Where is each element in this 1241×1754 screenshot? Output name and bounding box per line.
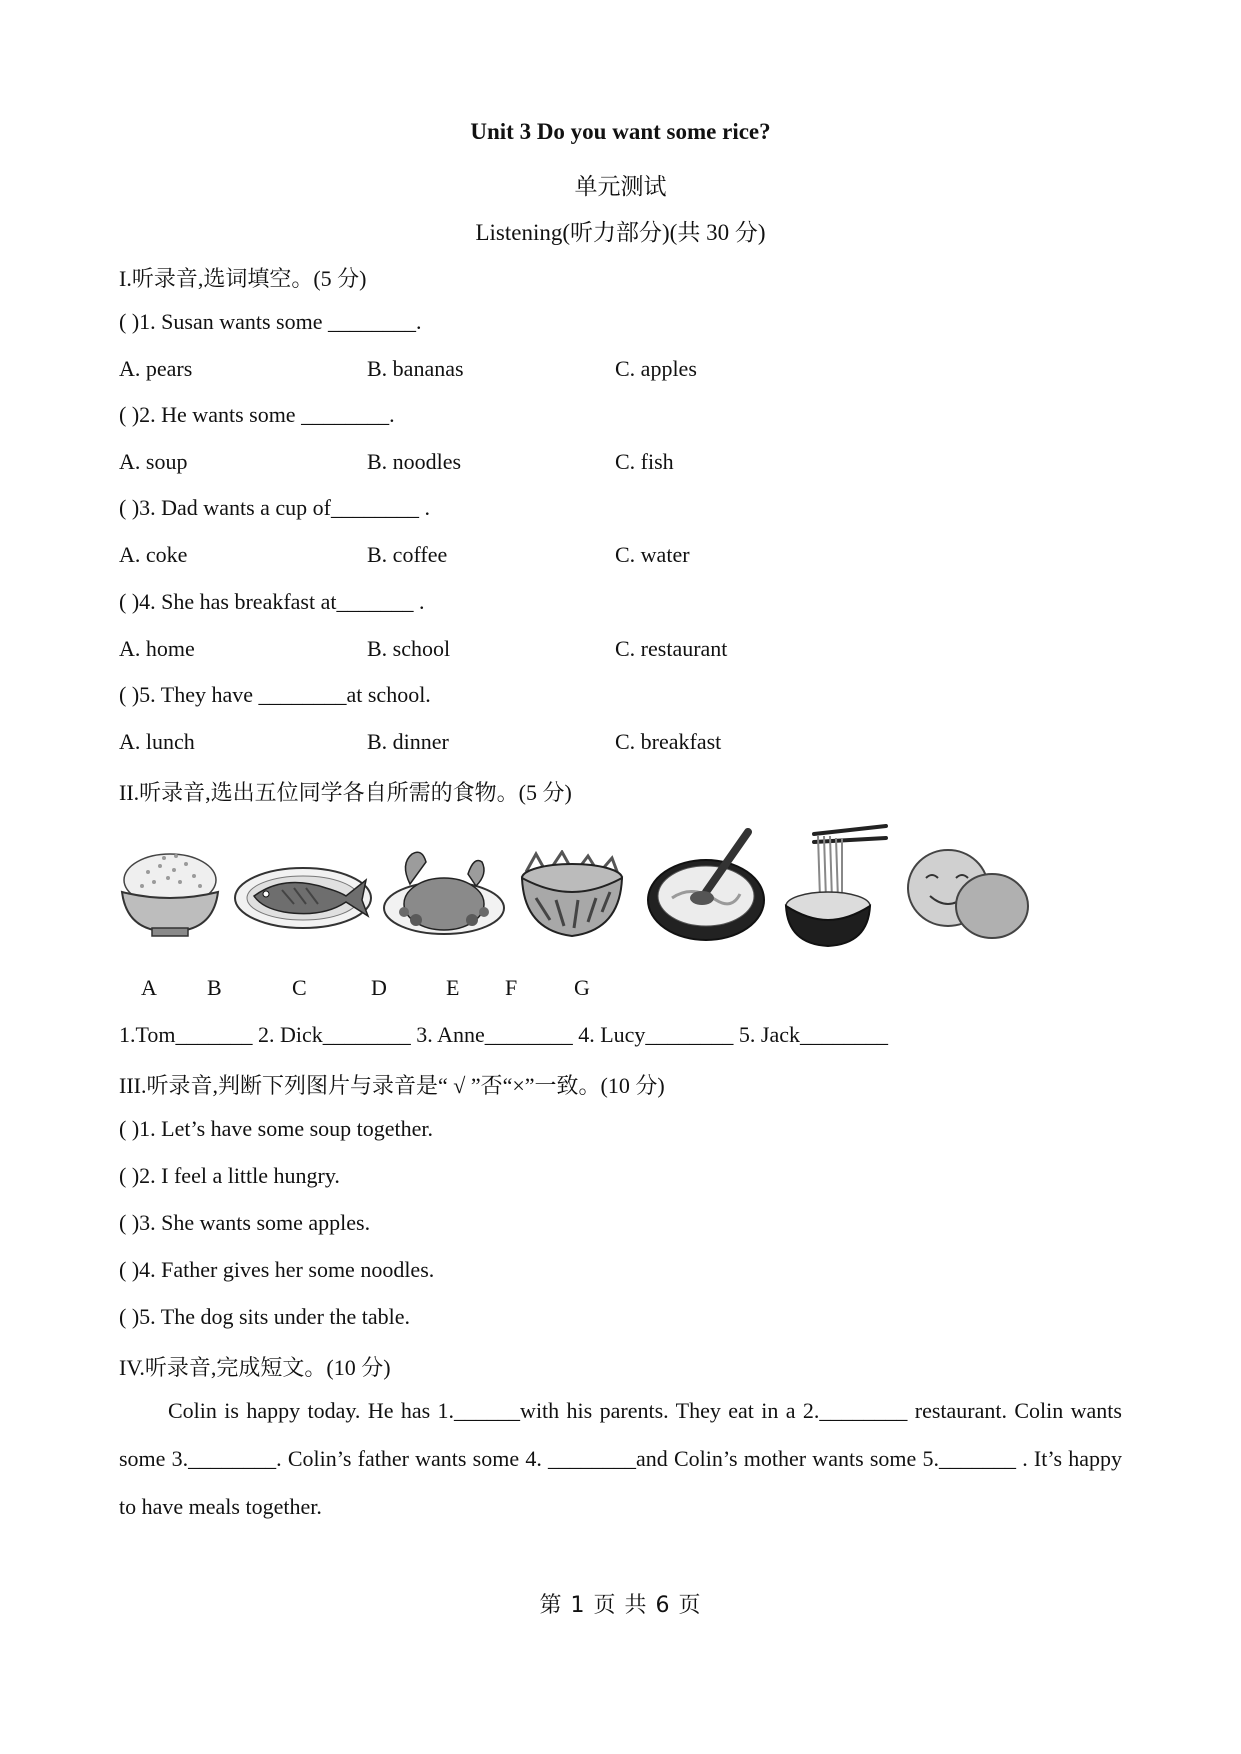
q5-option-b: B. dinner: [367, 729, 449, 754]
rice-bowl-icon: [118, 842, 222, 938]
page-number: 第 1 页 共 6 页: [539, 1593, 702, 1618]
judge-item-1: ( )1. Let’s have some soup together.: [119, 1116, 434, 1141]
part2-answer-blanks: 1.Tom_______ 2. Dick________ 3. Anne________ 4. Lucy________ 5. Jack________: [119, 1022, 889, 1047]
judge-item-2: ( )2. I feel a little hungry.: [119, 1163, 340, 1188]
question-2: ( )2. He wants some ________.: [119, 402, 395, 427]
eggs-icon: [900, 842, 1032, 942]
question-5: ( )5. They have ________at school.: [119, 682, 431, 707]
judge-item-5: ( )5. The dog sits under the table.: [119, 1304, 411, 1329]
picture-letter-a: A: [141, 975, 157, 1000]
picture-letter-c: C: [292, 975, 307, 1000]
judge-item-4: ( )4. Father gives her some noodles.: [119, 1257, 435, 1282]
question-3: ( )3. Dad wants a cup of________ .: [119, 495, 430, 520]
part4-heading: IV.听录音,完成短文。(10 分): [119, 1355, 391, 1380]
q4-option-b: B. school: [367, 636, 451, 661]
q1-option-b: B. bananas: [367, 356, 464, 381]
q1-option-c: C. apples: [615, 356, 697, 381]
picture-letter-d: D: [371, 975, 387, 1000]
q4-option-a: A. home: [119, 636, 195, 661]
picture-letter-e: E: [446, 975, 460, 1000]
q2-option-a: A. soup: [119, 449, 188, 474]
salad-bowl-icon: [516, 850, 628, 942]
fish-plate-icon: [232, 854, 374, 934]
page-subtitle: 单元测试: [574, 174, 667, 199]
q5-option-c: C. breakfast: [615, 729, 722, 754]
question-4: ( )4. She has breakfast at_______ .: [119, 589, 425, 614]
chicken-plate-icon: [380, 834, 508, 938]
q4-option-c: C. restaurant: [615, 636, 728, 661]
noodles-bowl-icon: [778, 820, 890, 948]
page-title: Unit 3 Do you want some rice?: [470, 119, 771, 144]
listening-heading: Listening(听力部分)(共 30 分): [475, 220, 766, 245]
question-1: ( )1. Susan wants some ________.: [119, 309, 422, 334]
picture-letter-f: F: [505, 975, 518, 1000]
q1-option-a: A. pears: [119, 356, 193, 381]
q2-option-c: C. fish: [615, 449, 674, 474]
picture-letter-b: B: [207, 975, 222, 1000]
cloze-passage: Colin is happy today. He has 1.______with his parents. They eat in a 2.________ restaurant. Colin wants some 3.________. Colin’s father wants some 4. ________and Colin’s mother wants some 5._______ . It’s happy to have meals together.: [119, 1398, 1122, 1519]
judge-item-3: ( )3. She wants some apples.: [119, 1210, 371, 1235]
food-pictures: [110, 820, 1040, 960]
part3-heading: III.听录音,判断下列图片与录音是“ √ ”否“×”一致。(10 分): [119, 1073, 665, 1098]
q3-option-c: C. water: [615, 542, 690, 567]
part1-heading: I.听录音,选词填空。(5 分): [119, 266, 367, 291]
part2-heading: II.听录音,选出五位同学各自所需的食物。(5 分): [119, 780, 572, 805]
soup-bowl-icon: [646, 820, 770, 944]
q3-option-a: A. coke: [119, 542, 188, 567]
q5-option-a: A. lunch: [119, 729, 195, 754]
q2-option-b: B. noodles: [367, 449, 462, 474]
q3-option-b: B. coffee: [367, 542, 448, 567]
picture-letter-g: G: [574, 975, 590, 1000]
